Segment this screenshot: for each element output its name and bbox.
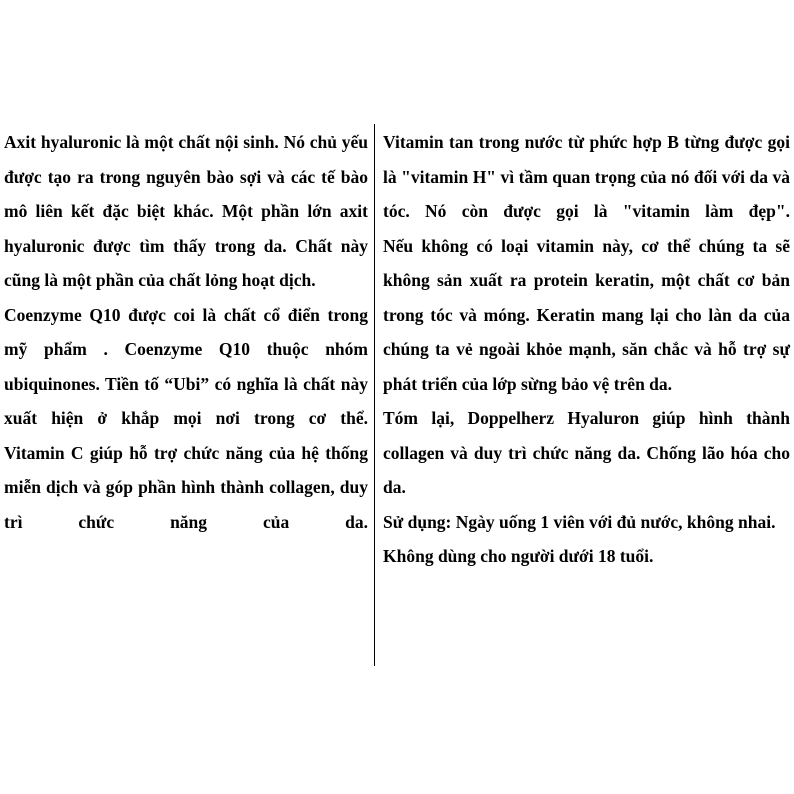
paragraph-vitamin-c: Vitamin C giúp hỗ trợ chức năng của hệ thống miễn dịch và góp phần hình thành collagen, duy trì chức năng của da. bbox=[4, 442, 368, 532]
paragraph-usage: Sử dụng: Ngày uống 1 viên với đủ nước, không nhai. bbox=[383, 511, 776, 532]
paragraph-biotin: Vitamin tan trong nước từ phức hợp B từng được gọi là "vitamin H" vì tầm quan trọng của nó đối với da và tóc. Nó còn được gọi là "vitamin làm đẹp". bbox=[383, 132, 790, 221]
paragraph-summary: Tóm lại, Doppelherz Hyaluron giúp hình thành collagen và duy trì chức năng da. Chống lão hóa cho da. bbox=[383, 408, 790, 497]
left-column bbox=[4, 125, 368, 539]
column-divider bbox=[374, 124, 375, 666]
paragraph-keratin: Nếu không có loại vitamin này, cơ thể chúng ta sẽ không sản xuất ra protein keratin, một chất cơ bản trong tóc và móng. Keratin mang lại cho làn da của chúng ta vẻ ngoài khỏe mạnh, săn chắc và hỗ trợ sự phát triển của lớp sừng bảo vệ trên da. bbox=[383, 235, 790, 394]
paragraph-warning: Không dùng cho người dưới 18 tuổi. bbox=[383, 546, 654, 566]
paragraph-coenzyme-q10: Coenzyme Q10 được coi là chất cổ điển trong mỹ phẩm . Coenzyme Q10 thuộc nhóm ubiquinones. Tiền tố “Ubi” có nghĩa là chất này xuất hiện ở khắp mọi nơi trong cơ thể. bbox=[4, 304, 368, 428]
paragraph-hyaluronic-acid: Axit hyaluronic là một chất nội sinh. Nó chủ yếu được tạo ra trong nguyên bào sợi và các tế bào mô liên kết đặc biệt khác. Một phần lớn axit hyaluronic được tìm thấy trong da. Chất này cũng là một phần của chất lỏng hoạt dịch. bbox=[4, 132, 368, 290]
right-column bbox=[383, 125, 790, 574]
